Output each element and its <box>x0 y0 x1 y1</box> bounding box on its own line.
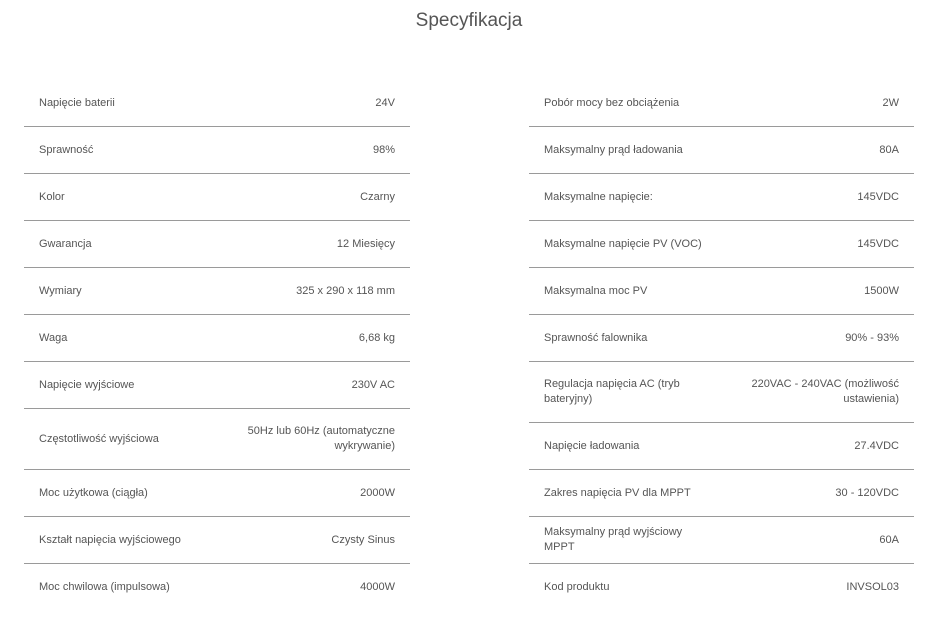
spec-label: Sprawność <box>39 143 94 156</box>
spec-row-peak-power <box>24 564 410 611</box>
spec-value: 325 x 290 x 118 mm <box>296 284 395 297</box>
spec-row-continuous-power <box>24 470 410 517</box>
spec-value: 2000W <box>360 486 395 499</box>
spec-value: 145VDC <box>857 237 899 250</box>
spec-value: 4000W <box>360 581 395 593</box>
spec-label: Maksymalny prąd wyjściowy MPPT <box>544 526 683 553</box>
spec-label: Gwarancja <box>39 237 92 250</box>
spec-value: Czysty Sinus <box>331 533 395 546</box>
spec-label: Kształt napięcia wyjściowego <box>39 533 181 546</box>
spec-value: 6,68 kg <box>358 331 395 344</box>
spec-label: Maksymalna moc PV <box>544 284 648 297</box>
spec-label: Waga <box>39 331 68 344</box>
spec-row-dimensions <box>24 268 410 315</box>
spec-label: Napięcie baterii <box>39 96 115 109</box>
spec-row-warranty <box>24 221 410 268</box>
spec-label: Maksymalne napięcie: <box>544 190 653 203</box>
spec-table-right <box>529 80 914 611</box>
spec-value: 12 Miesięcy <box>336 237 395 250</box>
spec-row-efficiency <box>24 127 410 174</box>
spec-row-charge-voltage <box>529 423 914 470</box>
spec-row-max-pv-voltage <box>529 221 914 268</box>
spec-label: Regulacja napięcia AC (tryb bateryjny) <box>544 378 680 405</box>
spec-value: INVSOL03 <box>846 581 899 593</box>
spec-label: Maksymalne napięcie PV (VOC) <box>544 237 702 250</box>
spec-label: Napięcie wyjściowe <box>39 378 135 391</box>
spec-value: 30 - 120VDC <box>835 486 899 499</box>
spec-value: 60A <box>879 533 899 546</box>
spec-row-color <box>24 174 410 221</box>
spec-row-ac-voltage-regulation <box>529 362 914 423</box>
spec-row-battery-voltage <box>24 80 410 127</box>
spec-label: Kod produktu <box>544 581 610 593</box>
spec-value: 220VAC - 240VAC (możliwość ustawienia) <box>751 378 899 405</box>
spec-value: 1500W <box>864 284 899 297</box>
spec-value: 24V <box>375 96 395 109</box>
spec-label: Pobór mocy bez obciążenia <box>544 96 680 109</box>
spec-value: Czarny <box>360 190 395 203</box>
spec-label: Sprawność falownika <box>544 331 648 344</box>
spec-label: Maksymalny prąd ładowania <box>544 143 683 156</box>
spec-row-max-charge-current <box>529 127 914 174</box>
spec-row-mppt-max-current <box>529 517 914 564</box>
spec-label: Moc użytkowa (ciągła) <box>39 486 148 499</box>
spec-row-waveform <box>24 517 410 564</box>
spec-value: 98% <box>372 143 395 156</box>
spec-label: Napięcie ładowania <box>544 439 640 452</box>
spec-row-idle-consumption <box>529 80 914 127</box>
spec-label: Częstotliwość wyjściowa <box>39 432 159 445</box>
spec-row-max-pv-power <box>529 268 914 315</box>
page-title: Specyfikacja <box>415 10 523 31</box>
spec-value: 2W <box>882 96 899 109</box>
spec-value: 50Hz lub 60Hz (automatyczne wykrywanie) <box>247 425 395 452</box>
spec-label: Kolor <box>39 190 65 203</box>
spec-row-output-frequency <box>24 409 410 470</box>
spec-row-max-voltage <box>529 174 914 221</box>
spec-table-left <box>24 80 410 611</box>
spec-value: 90% - 93% <box>845 331 899 344</box>
spec-value: 230V AC <box>351 378 395 391</box>
spec-row-mppt-voltage-range <box>529 470 914 517</box>
spec-row-weight <box>24 315 410 362</box>
spec-value: 80A <box>879 143 899 156</box>
spec-value: 145VDC <box>857 190 899 203</box>
spec-row-inverter-efficiency <box>529 315 914 362</box>
spec-label: Moc chwilowa (impulsowa) <box>39 581 170 593</box>
spec-row-product-code <box>529 564 914 611</box>
spec-row-output-voltage <box>24 362 410 409</box>
spec-label: Wymiary <box>39 284 82 297</box>
spec-label: Zakres napięcia PV dla MPPT <box>544 486 691 499</box>
spec-value: 27.4VDC <box>854 439 899 452</box>
